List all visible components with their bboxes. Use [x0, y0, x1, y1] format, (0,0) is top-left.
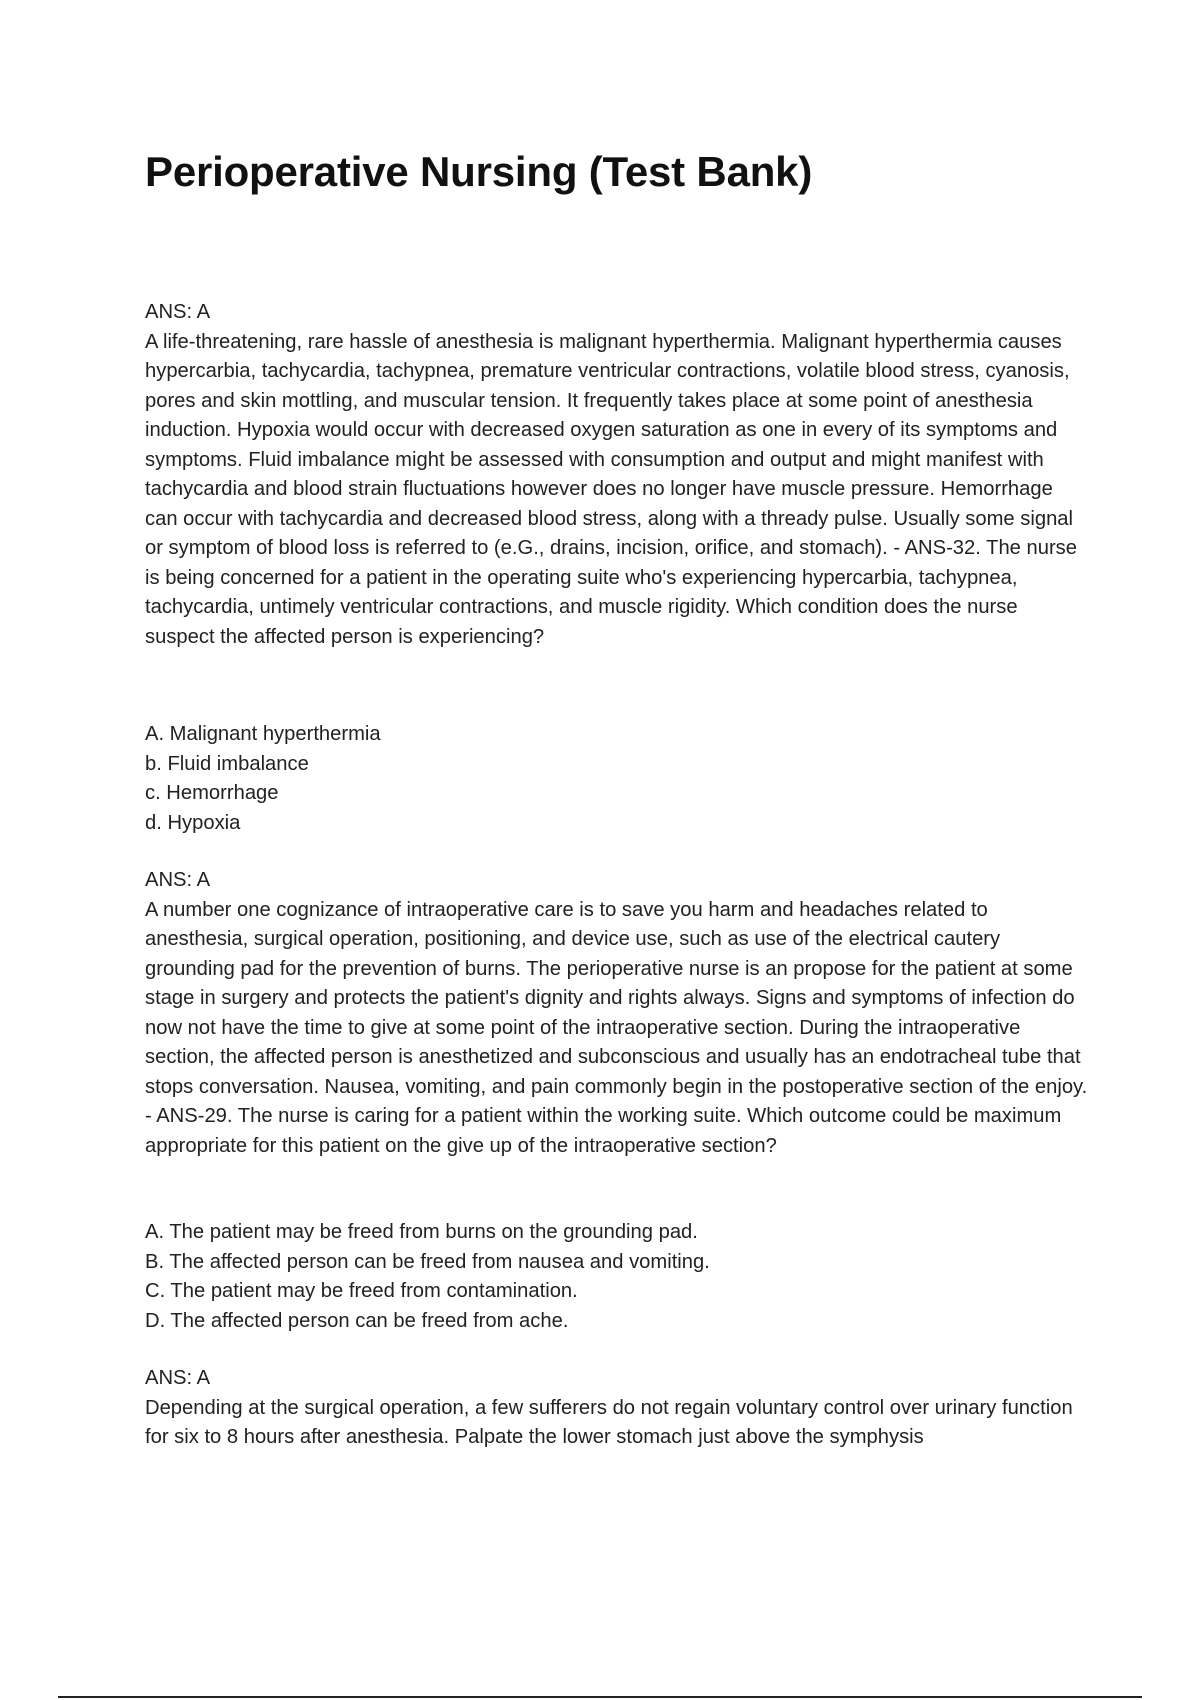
answer-key: ANS: A	[145, 1367, 211, 1389]
question-block-3	[145, 1364, 1090, 1453]
option-item: b. Fluid imbalance	[145, 752, 309, 775]
option-item: A. Malignant hyperthermia	[145, 723, 381, 745]
question-block-1	[145, 298, 1090, 652]
question-block-2	[145, 866, 1090, 1161]
page-bottom-rule	[58, 1696, 1142, 1698]
answer-options-2	[145, 1218, 1090, 1336]
option-item: D. The affected person can be freed from ache.	[145, 1309, 569, 1332]
rationale-text: A number one cognizance of intraoperative care is to save you harm and headaches related to anesthesia, surgical operation, positioning, and device use, such as use of the electrical cautery grounding pad for the prevention of burns. The perioperative nurse is an propose for the patient at some stage in surgery and protects the patient's dignity and rights always. Signs and symptoms of infection do now not have the time to give at some point of the intraoperative section. During the intraoperative section, the affected person is anesthetized and subconscious and usually has an endotracheal tube that stops conversation. Nausea, vomiting, and pain commonly begin in the postoperative section of the enjoy. - ANS-29. The nurse is caring for a patient within the working suite. Which outcome could be maximum appropriate for this patient on the give up of the intraoperative section?	[145, 898, 1088, 1157]
option-item: d. Hypoxia	[145, 811, 241, 834]
option-item: A. The patient may be freed from burns on the grounding pad.	[145, 1221, 698, 1243]
answer-options-1	[145, 720, 1090, 838]
option-item: c. Hemorrhage	[145, 782, 279, 804]
rationale-text: A life-threatening, rare hassle of anesthesia is malignant hyperthermia. Malignant hyperthermia causes hypercarbia, tachycardia, tachypnea, premature ventricular contractions, volatile blood stress, cyanosis, pores and skin mottling, and muscular tension. It frequently takes place at some point of anesthesia induction. Hypoxia would occur with decreased oxygen saturation as one in every of its symptoms and symptoms. Fluid imbalance might be assessed with consumption and output and might manifest with tachycardia and blood strain fluctuations however does no longer have muscle pressure. Hemorrhage can occur with tachycardia and decreased blood stress, along with a thready pulse. Usually some signal or symptom of blood loss is referred to (e.G., drains, incision, orifice, and stomach). - ANS-32. The nurse is being concerned for a patient in the operating suite who's experiencing hypercarbia, tachypnea, tachycardia, untimely ventricular contractions, and muscle rigidity. Which condition does the nurse suspect the affected person is experiencing?	[145, 330, 1078, 648]
option-item: C. The patient may be freed from contamination.	[145, 1280, 578, 1302]
answer-key: ANS: A	[145, 869, 211, 891]
document-title: Perioperative Nursing (Test Bank)	[145, 148, 813, 195]
option-item: B. The affected person can be freed from nausea and vomiting.	[145, 1250, 710, 1273]
rationale-text: Depending at the surgical operation, a few sufferers do not regain voluntary control over urinary function for six to 8 hours after anesthesia. Palpate the lower stomach just above the symphysis	[145, 1396, 1073, 1448]
answer-key: ANS: A	[145, 301, 211, 323]
